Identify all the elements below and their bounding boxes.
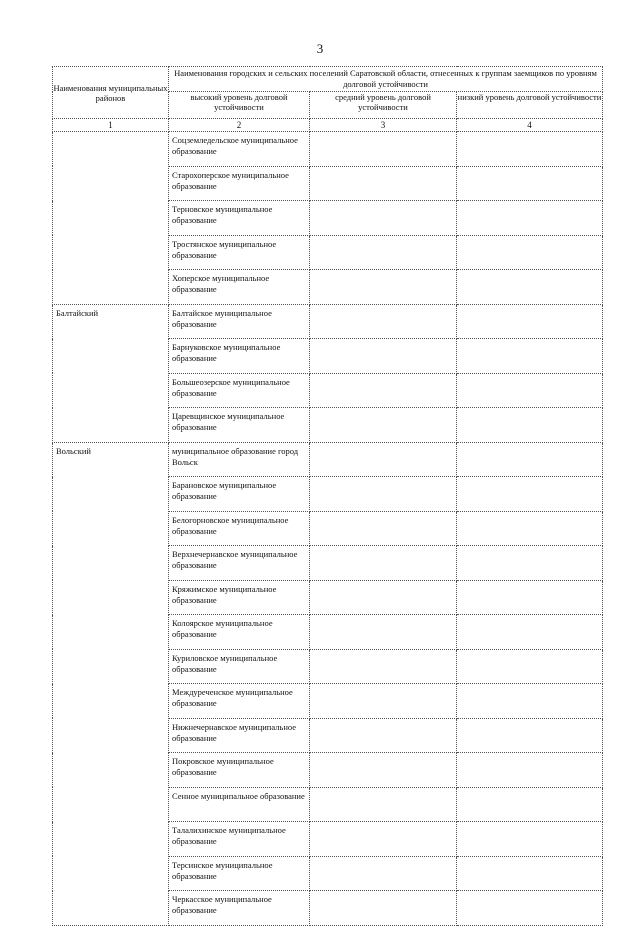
settlement-high-stability-cell: Покровское муниципальное образование [169,753,310,788]
settlement-low-stability-cell [457,718,603,753]
settlement-low-stability-cell [457,822,603,857]
settlement-medium-stability-cell [310,339,457,374]
settlement-low-stability-cell [457,649,603,684]
settlement-medium-stability-cell [310,615,457,650]
settlement-medium-stability-cell [310,718,457,753]
settlement-high-stability-cell: Терновское муниципальное образование [169,201,310,236]
table-row [53,132,603,167]
settlement-low-stability-cell [457,132,603,167]
borrowers-table [52,66,603,926]
settlement-medium-stability-cell [310,373,457,408]
settlement-low-stability-cell [457,684,603,719]
settlement-high-stability-cell: Старохоперское муниципальное образование [169,166,310,201]
settlement-medium-stability-cell [310,787,457,822]
district-name-cell: Балтайский [53,304,169,442]
column-number: 3 [310,119,457,132]
settlement-high-stability-cell: Соцземледельское муниципальное образование [169,132,310,167]
settlement-high-stability-cell: Нижнечернавское муниципальное образование [169,718,310,753]
settlement-low-stability-cell [457,753,603,788]
settlement-medium-stability-cell [310,201,457,236]
settlement-medium-stability-cell [310,408,457,443]
settlement-medium-stability-cell [310,822,457,857]
column-number: 2 [169,119,310,132]
settlement-high-stability-cell: Черкасское муниципальное образование [169,891,310,926]
settlement-low-stability-cell [457,442,603,477]
settlement-high-stability-cell: Куриловское муниципальное образование [169,649,310,684]
column-number: 1 [53,119,169,132]
settlement-high-stability-cell: Верхнечернавское муниципальное образование [169,546,310,581]
settlement-low-stability-cell [457,580,603,615]
header-settlements: Наименования городских и сельских поселений Саратовской области, отнесенных к группам заемщиков по уровням долговой устойчивости [169,67,603,92]
column-number: 4 [457,119,603,132]
column-numbers-row [53,119,603,132]
table-row [53,304,603,339]
settlement-low-stability-cell [457,477,603,512]
settlement-high-stability-cell: Хоперское муниципальное образование [169,270,310,305]
settlement-low-stability-cell [457,856,603,891]
settlement-low-stability-cell [457,201,603,236]
settlement-high-stability-cell: Сенное муниципальное образование [169,787,310,822]
settlement-low-stability-cell [457,408,603,443]
settlement-low-stability-cell [457,546,603,581]
settlement-low-stability-cell [457,235,603,270]
settlement-medium-stability-cell [310,856,457,891]
settlement-high-stability-cell: Кряжимское муниципальное образование [169,580,310,615]
header-districts: Наименования муниципальных районов [53,67,169,119]
settlement-medium-stability-cell [310,580,457,615]
settlement-high-stability-cell: Белогорновское муниципальное образование [169,511,310,546]
settlement-high-stability-cell: Тростянское муниципальное образование [169,235,310,270]
district-name-cell [53,132,169,305]
settlement-high-stability-cell: Междуреченское муниципальное образование [169,684,310,719]
settlement-medium-stability-cell [310,649,457,684]
table-row [53,442,603,477]
settlement-medium-stability-cell [310,270,457,305]
page-number: 3 [316,41,324,56]
settlement-high-stability-cell: Барановское муниципальное образование [169,477,310,512]
settlement-low-stability-cell [457,166,603,201]
settlement-low-stability-cell [457,787,603,822]
settlement-low-stability-cell [457,270,603,305]
settlement-high-stability-cell: Балтайское муниципальное образование [169,304,310,339]
settlement-high-stability-cell: муниципальное образование город Вольск [169,442,310,477]
header-low-stability: низкий уровень долговой устойчивости [457,92,603,119]
settlement-medium-stability-cell [310,132,457,167]
settlement-low-stability-cell [457,339,603,374]
settlement-medium-stability-cell [310,442,457,477]
settlement-high-stability-cell: Терсинское муниципальное образование [169,856,310,891]
settlement-high-stability-cell: Талалихинское муниципальное образование [169,822,310,857]
settlement-high-stability-cell: Колоярское муниципальное образование [169,615,310,650]
settlement-medium-stability-cell [310,546,457,581]
settlement-medium-stability-cell [310,477,457,512]
table-body [53,132,603,926]
settlement-high-stability-cell: Царевщинское муниципальное образование [169,408,310,443]
settlement-medium-stability-cell [310,235,457,270]
settlement-medium-stability-cell [310,166,457,201]
settlement-medium-stability-cell [310,304,457,339]
settlement-low-stability-cell [457,511,603,546]
settlement-low-stability-cell [457,373,603,408]
settlement-low-stability-cell [457,304,603,339]
settlement-high-stability-cell: Большеозерское муниципальное образование [169,373,310,408]
settlement-low-stability-cell [457,615,603,650]
settlement-medium-stability-cell [310,511,457,546]
header-medium-stability: средний уровень долговой устойчивости [310,92,457,119]
settlement-medium-stability-cell [310,891,457,926]
settlement-medium-stability-cell [310,684,457,719]
header-high-stability: высокий уровень долговой устойчивости [169,92,310,119]
settlement-low-stability-cell [457,891,603,926]
settlement-high-stability-cell: Барнуковское муниципальное образование [169,339,310,374]
settlement-medium-stability-cell [310,753,457,788]
district-name-cell: Вольский [53,442,169,925]
